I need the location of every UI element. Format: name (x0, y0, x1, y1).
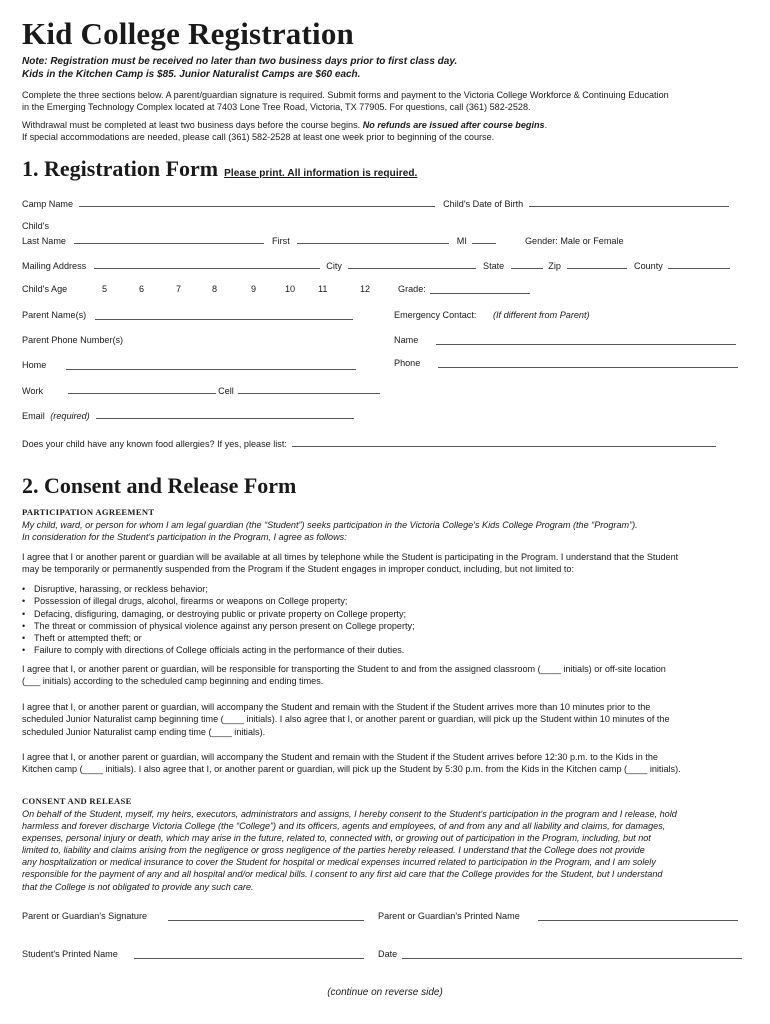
naturalist-line: I agree that I, or another parent or guardian, will accompany the Student and remain with the Student if the Student arrives more than 10 minutes prior to the (22, 702, 651, 712)
work-phone-field[interactable] (68, 384, 216, 394)
emergency-phone-field[interactable] (438, 358, 738, 368)
consent-line: limited to, liability and claims arising from the negligence or gross negligence of the parties hereby released. I understand that the College does not provide (22, 845, 645, 856)
work-cell-row: Work Cell (22, 384, 380, 396)
kids-kitchen-paragraph (22, 751, 748, 776)
list-item: • The threat or commission of physical violence against any person present on College property; (22, 620, 415, 632)
email-field[interactable] (96, 409, 354, 419)
home-phone-field[interactable] (66, 360, 356, 370)
naturalist-line: scheduled Junior Naturalist camp beginning time (____ initials). I also agree that I, or another parent or guardian, will pick up the Student within 10 minutes of the (22, 714, 670, 725)
registration-form-heading: 1. Registration Form Please print. All information is required. (22, 156, 418, 181)
date-of-birth-field[interactable] (529, 197, 729, 207)
email-row: Email (required) (22, 409, 354, 421)
consent-release-heading: CONSENT AND RELEASE (22, 796, 132, 806)
grade-field[interactable] (430, 284, 530, 294)
consent-line: On behalf of the Student, myself, my heirs, executors, administrators and assigns, I hereby consent to the Student's participation in the program and I release, hold (22, 809, 677, 819)
kitchen-line: Kitchen camp (____ initials). I also agree that I, or another parent or guardian, will pick up the Student by 5:30 p.m. from the Kids in the Kitchen camp (____ initials). (22, 764, 681, 775)
date-field[interactable] (402, 949, 742, 959)
transport-line: (___ initials) according to the scheduled camp beginning and ending times. (22, 676, 324, 687)
print-instruction: Please print. All information is required. (224, 168, 418, 179)
childs-label: Child's (22, 221, 50, 231)
participation-intro (22, 519, 748, 544)
parent-names-row: Parent Name(s) Emergency Contact: (If different from Parent) (22, 310, 590, 320)
state-field[interactable] (511, 259, 543, 269)
availability-line: I agree that I or another parent or guardian will be available at all times by telephone while the Student is participating in the Program. I understand that the Student (22, 552, 679, 562)
naturalist-line: scheduled Junior Naturalist camp ending time (____ initials). (22, 726, 266, 737)
transport-paragraph (22, 663, 748, 688)
camp-name-row: Camp Name Child's Date of Birth (22, 197, 729, 209)
participation-intro-line: In consideration for the Student's participation in the Program, I agree as follows: (22, 532, 347, 543)
participation-agreement-heading: PARTICIPATION AGREEMENT (22, 507, 155, 517)
instructions-line: Complete the three sections below. A parent/guardian signature is required. Submit forms and payment to the Victoria College Workforce & Continuing Education (22, 90, 669, 100)
availability-line: may be temporarily or permanently suspended from the Program if the Student engages in improper conduct, including, but not limited to: (22, 564, 574, 575)
instructions-line: in the Emerging Technology Complex located at 7403 Lone Tree Road, Victoria, TX 77905. For questions, call (361) 582-2528. (22, 102, 531, 113)
age-option-8[interactable]: 8 (212, 284, 218, 294)
consent-line: any hospitalization or medical insurance to cover the Student for hospital or medical expenses incurred related to participation in the Program, and I am solely (22, 857, 656, 868)
age-option-7[interactable]: 7 (176, 284, 182, 294)
signature-row: Parent or Guardian's Signature Parent or Guardian's Printed Name (22, 911, 748, 925)
age-option-6[interactable]: 6 (139, 284, 145, 294)
list-item: • Defacing, disfiguring, damaging, or destroying public or private property on College property; (22, 608, 415, 620)
consent-line: that the College is not obligated to provide any such care. (22, 881, 254, 892)
zip-field[interactable] (567, 259, 627, 269)
camp-name-field[interactable] (79, 197, 435, 207)
age-option-11[interactable]: 11 (318, 284, 328, 294)
address-row: Mailing Address City State Zip County (22, 259, 730, 271)
consent-release-text (22, 808, 748, 893)
guardian-signature-field[interactable] (168, 911, 364, 921)
withdrawal-line: Withdrawal must be completed at least two business days before the course begins. No refunds are issued after course begins. (22, 120, 548, 130)
allergies-field[interactable] (292, 437, 716, 447)
continue-note: (continue on reverse side) (327, 987, 443, 998)
camp-prices-note: Kids in the Kitchen Camp is $85. Junior Naturalist Camps are $60 each. (22, 69, 361, 80)
consent-form-heading: 2. Consent and Release Form (22, 473, 297, 498)
guardian-printed-name-field[interactable] (538, 911, 738, 921)
age-row: Child's Age 5 6 7 8 9 10 11 12 Grade: (22, 284, 748, 298)
junior-naturalist-paragraph (22, 701, 748, 738)
list-item: • Failure to comply with directions of College officials acting in the performance of their duties. (22, 644, 415, 656)
student-date-row: Student's Printed Name Date (22, 949, 748, 963)
home-phone-row: Home Phone (22, 358, 748, 372)
age-option-12[interactable]: 12 (360, 284, 371, 294)
instructions-paragraph (22, 89, 748, 114)
list-item: • Possession of illegal drugs, alcohol, firearms or weapons on College property; (22, 595, 415, 607)
age-option-10[interactable]: 10 (285, 284, 296, 294)
county-field[interactable] (668, 259, 730, 269)
first-name-field[interactable] (297, 234, 449, 244)
kitchen-line: I agree that I, or another parent or guardian, will accompany the Student and remain with the Student if the Student arrives before 12:30 p.m. to the Kids in the (22, 752, 658, 762)
withdrawal-paragraph (22, 119, 748, 144)
age-option-5[interactable]: 5 (102, 284, 108, 294)
registration-note: Note: Registration must be received no later than two business days prior to first class day. (22, 56, 458, 67)
availability-paragraph (22, 551, 748, 576)
cell-phone-field[interactable] (238, 384, 380, 394)
name-row: Last Name First MI Gender: Male or Female (22, 236, 624, 246)
middle-initial-field[interactable] (472, 234, 496, 244)
allergies-row: Does your child have any known food allergies? If yes, please list: (22, 437, 716, 449)
mailing-address-field[interactable] (94, 259, 320, 269)
consent-line: harmless and forever discharge Victoria College (the “College”) and its officers, agents and employees, of and from any and all liability and claims, for damages, (22, 821, 666, 832)
emergency-name-field[interactable] (436, 335, 736, 345)
age-option-9[interactable]: 9 (251, 284, 257, 294)
conduct-list (22, 583, 415, 657)
list-item: • Theft or attempted theft; or (22, 632, 415, 644)
city-field[interactable] (348, 259, 476, 269)
parent-phone-row: Parent Phone Number(s) Name (22, 335, 748, 349)
participation-intro-line: My child, ward, or person for whom I am legal guardian (the “Student”) seeks participation in the Victoria College's Kids College Program (the “Program”). (22, 520, 638, 530)
parent-names-field[interactable] (95, 310, 353, 320)
transport-line: I agree that I, or another parent or guardian, will be responsible for transporting the Student to and from the assigned classroom (____ initials) or off-site location (22, 664, 666, 674)
consent-line: expenses, personal injury or death, which may arise in the future, related to, connected with, or growing out of participation in the Program, including, but not (22, 833, 651, 844)
list-item: • Disruptive, harassing, or reckless behavior; (22, 583, 415, 595)
accommodations-line: If special accommodations are needed, please call (361) 582-2528 at least one week prior to beginning of the course. (22, 132, 495, 143)
consent-line: responsible for the payment of any and all hospital and/or medical bills. I consent to any first aid care that the College provides for the Student, but I understand (22, 869, 663, 880)
student-printed-name-field[interactable] (134, 949, 364, 959)
page-title: Kid College Registration (22, 16, 354, 51)
last-name-field[interactable] (74, 234, 264, 244)
